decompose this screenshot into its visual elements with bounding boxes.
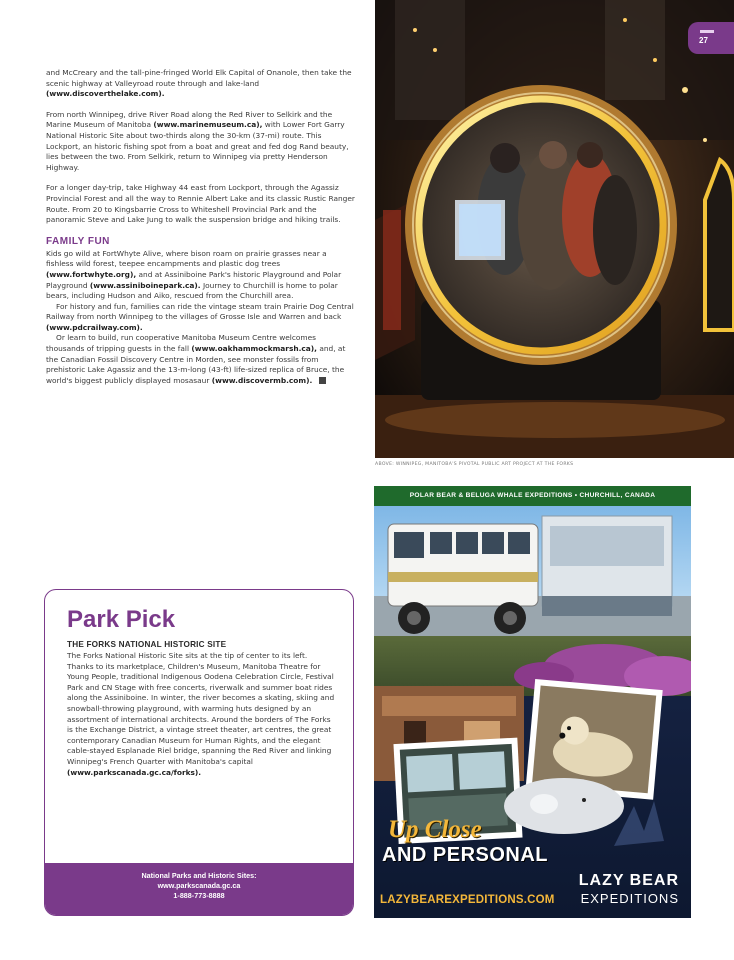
article-paragraph: and McCreary and the tall-pine-fringed World Elk Capital of Onanole, then take the scenic highway at Valleyroad route through and lake-land (www.discoverthelake.com).	[46, 68, 352, 99]
ad-tagline-secondary: AND PERSONAL	[382, 844, 549, 866]
page-number-tab	[688, 22, 734, 54]
article-link[interactable]: (www.discoverthelake.com).	[46, 89, 165, 99]
article-paragraph: Kids go wild at FortWhyte Alive, where bison roam on prairie grasses near a fishless wild forest, teepee encampments and plastic dog trees (www.fortwhyte.org), and at Assiniboine Park's historic Playground and Polar Playground (www.assiniboinepark.ca). Journey to Churchill is home to polar bears, including Hudson and Aiko, rescued from the Churchill area.	[46, 248, 342, 301]
article-link[interactable]: (www.discovermb.com).	[211, 375, 313, 385]
ad-tagline-primary: Up Close	[388, 816, 482, 843]
ad-brand-subname: EXPEDITIONS	[580, 891, 679, 906]
article-link[interactable]: (www.pdcrailway.com).	[46, 322, 143, 332]
article-link[interactable]: (www.fortwhyte.org),	[46, 269, 137, 279]
lazy-bear-advertisement[interactable]	[374, 486, 691, 918]
photo-illustration	[375, 0, 734, 458]
article-link[interactable]: (www.marinemuseum.ca),	[153, 120, 263, 130]
section-heading: FAMILY FUN	[46, 235, 110, 247]
ad-banner: POLAR BEAR & BELUGA WHALE EXPEDITIONS • CHURCHILL, CANADA	[374, 486, 691, 506]
article-link[interactable]: (www.oakhammockmarsh.ca),	[191, 344, 317, 354]
park-pick-subtitle: THE FORKS NATIONAL HISTORIC SITE	[67, 640, 227, 649]
footer-phone: 1-888-773-8888	[173, 891, 225, 900]
article-paragraph: Or learn to build, run cooperative Manitoba Museum Centre welcomes thousands of tripping guests in the fall (www.oakhammockmarsh.ca), and, at the Canadian Fossil Discovery Centre in Morden, see monster fossils from prehistoric Lake Agassiz and the 13-m-long (43-ft) life-sized replica of Bruce, the world's biggest publicly displayed mosasaur (www.discovermb.com).	[46, 333, 346, 385]
article-link[interactable]: (www.assiniboinepark.ca).	[89, 280, 201, 290]
lit-ring-sculpture-photo	[375, 0, 734, 458]
park-pick-body: The Forks National Historic Site sits at the tip of center to its left. Thanks to its marketplace, Children's Museum, Manitoba Theatre for Young People, traditional Indigenous Oodena Celebration Circle, Festival Park and CN Stage with free concerts, riverwalk and summer boat rides along the Assiniboine. In winter, the river becomes a skating, skiing and snowball-throwing playground, with warming huts designed by an assortment of international architects. Around the borders of The Forks is the Exchange District, a vintage street theater, art centres, the great contemporary Canadian Museum for Human Rights, and the elegant cable-stayed Esplanade Riel bridge, spanning the Red River and linking Winnipeg's French Quarter with Manitoba's capital (www.parkscanada.gc.ca/forks).	[67, 651, 335, 777]
footer-website-link[interactable]: www.parkscanada.gc.ca	[157, 881, 241, 890]
end-of-article-icon	[319, 377, 326, 384]
page-tab-bar	[700, 30, 714, 33]
park-pick-footer	[45, 863, 353, 915]
ad-website-link[interactable]: LAZYBEAREXPEDITIONS.COM	[380, 894, 555, 906]
footer-line: National Parks and Historic Sites:	[141, 871, 257, 880]
photo-caption: ABOVE: WINNIPEG, MANITOBA'S PIVOTAL PUBLIC ART PROJECT AT THE FORKS	[375, 462, 574, 467]
park-pick-link[interactable]: (www.parkscanada.gc.ca/forks).	[67, 767, 202, 777]
park-pick-title: Park Pick	[67, 606, 176, 633]
ad-brand-name: LAZY BEAR	[578, 872, 679, 889]
article-paragraph: From north Winnipeg, drive River Road along the Red River to Selkirk and the Marine Museum of Manitoba (www.marinemuseum.ca), with Lower Fort Garry National Historic Site about two-thirds along the 30-km (37-mi) route. This Lockport, an historic fishing spot from a boat and great and fed dog Rand beauty, lies between the two. From Selkirk, return to Winnipeg via pretty Henderson Highway.	[46, 109, 349, 172]
article-paragraph: For a longer day-trip, take Highway 44 east from Lockport, through the Agassiz Provincial Forest and all the way to Rennie Albert Lake and its classic Rustic Ranger Route. From 20 to Kingsbarrie Cross to Whiteshell Provincial Park and the panoramic Steve and Lake Jung to walk the suspension bridge and hiking trails.	[46, 183, 355, 225]
park-pick-box	[44, 589, 354, 916]
page-number: 27	[699, 36, 708, 45]
article-paragraph: For history and fun, families can ride the vintage steam train Prairie Dog Central Railway from north Winnipeg to the villages of Grosse Isle and Warren and back (www.pdcrailway.com).	[46, 301, 354, 332]
article-column	[46, 68, 356, 386]
